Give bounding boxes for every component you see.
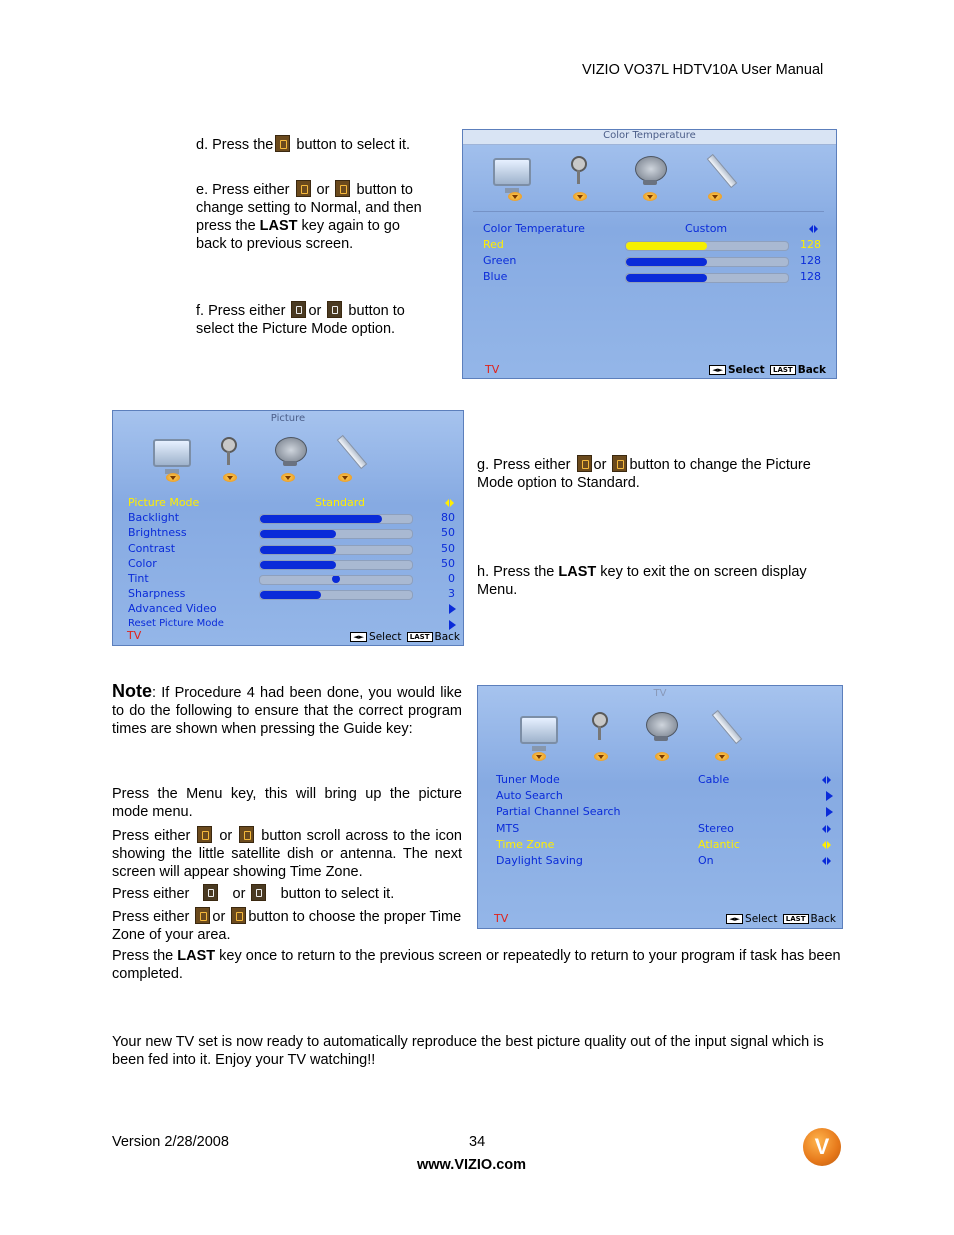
menu-title: Color Temperature [463, 130, 836, 145]
tab-arrow-icon [707, 192, 723, 202]
source-label: TV [494, 912, 509, 925]
note-text: : If Procedure 4 had been done, you would like to do the following to ensure that the correct program times are shown when pressing the Guide key: [112, 685, 462, 737]
level-bar [259, 545, 413, 555]
color-temperature-menu [462, 129, 837, 379]
menu-icon-row [478, 708, 842, 748]
settings-tool-icon [706, 708, 744, 744]
nav-arrows-icon: ◄► [726, 914, 743, 924]
vizio-logo [803, 1128, 841, 1166]
level-fill [260, 515, 382, 523]
step-g-pre: g. Press either [477, 457, 575, 473]
menu-icon-row [463, 152, 836, 192]
level-fill [260, 591, 321, 599]
menu-row[interactable]: Brightness [128, 526, 187, 539]
step-f-post: button to [344, 303, 405, 319]
level-bar [625, 241, 789, 251]
note-label: Note [112, 681, 152, 701]
audio-icon [213, 433, 251, 469]
tv-menu [477, 685, 843, 929]
back-label: Back [810, 913, 836, 925]
tab-arrow-icon [531, 752, 547, 762]
note-block [112, 682, 462, 738]
last-key-icon: LAST [770, 365, 796, 375]
menu-icon-row [113, 433, 463, 473]
level-bar [259, 529, 413, 539]
channel-down-icon [291, 301, 306, 318]
step-d [196, 135, 446, 154]
source-label: TV [485, 363, 500, 376]
note-p4-post: button to choose the proper Time Zone of your area. [112, 909, 462, 943]
step-e-line4: back to previous screen. [196, 236, 354, 252]
channel-up-icon [251, 884, 266, 901]
menu-row[interactable]: Tint [128, 572, 149, 585]
menu-separator [473, 211, 824, 212]
tab-arrow-icon [337, 473, 353, 483]
menu-row[interactable]: Color [128, 557, 157, 570]
level-bar [259, 590, 413, 600]
step-g-or: or [593, 457, 611, 473]
level-fill [260, 561, 336, 569]
satellite-dish-icon [642, 708, 680, 744]
note-p3 [112, 884, 462, 903]
tab-arrow-icon [222, 473, 238, 483]
menu-row[interactable]: Green [483, 254, 517, 267]
menu-value: 128 [800, 270, 821, 283]
menu-row[interactable]: Picture Mode [128, 496, 200, 509]
step-f [196, 301, 451, 338]
level-bar [259, 560, 413, 570]
menu-value: Stereo [698, 822, 734, 835]
website-link[interactable]: www.VIZIO.com [417, 1157, 527, 1173]
menu-value: Custom [685, 222, 728, 235]
right-arrow-icon [449, 620, 455, 630]
step-h-post: key to exit the on screen display [596, 564, 807, 580]
step-f-pre: f. Press either [196, 303, 290, 319]
menu-row[interactable]: Daylight Saving [496, 854, 583, 867]
step-h-pre: h. Press the [477, 564, 559, 580]
note-p2 [112, 826, 462, 881]
menu-row[interactable]: Red [483, 238, 504, 251]
menu-row[interactable]: Auto Search [496, 789, 563, 802]
tab-arrow-icon [714, 752, 730, 762]
left-right-arrow-icon [809, 225, 819, 233]
logo-letter: V [814, 1134, 830, 1159]
satellite-dish-icon [631, 152, 669, 188]
menu-value: 50 [441, 542, 455, 555]
back-label: Back [434, 631, 460, 643]
tab-arrow-icon [654, 752, 670, 762]
menu-row[interactable]: Partial Channel Search [496, 805, 621, 818]
step-g-post: button to change the Picture [629, 457, 811, 473]
note-p2-or: or [214, 828, 238, 844]
menu-row[interactable]: Time Zone [496, 838, 555, 851]
right-button-icon [612, 455, 627, 472]
channel-down-icon [203, 884, 218, 901]
left-right-arrow-icon [822, 857, 832, 865]
menu-value: 80 [441, 511, 455, 524]
right-button-icon [275, 135, 290, 152]
menu-value: 128 [800, 238, 821, 251]
step-f-line2: select the Picture Mode option. [196, 321, 396, 337]
right-arrow-icon [826, 807, 832, 817]
level-fill [260, 530, 336, 538]
step-e-line3-pre: press the [196, 218, 260, 234]
settings-tool-icon [331, 433, 369, 469]
step-e-line3-post: key again to go [297, 218, 400, 234]
left-button-icon [195, 907, 210, 924]
audio-icon [584, 708, 622, 744]
level-fill [626, 242, 707, 250]
step-e-or: or [312, 182, 334, 198]
tv-picture-icon [520, 716, 558, 744]
last-key-text: LAST [259, 218, 298, 234]
menu-value: 50 [441, 557, 455, 570]
note-p3-or: or [228, 886, 250, 902]
menu-row[interactable]: Blue [483, 270, 508, 283]
left-right-arrow-icon [822, 841, 832, 849]
page-number: 34 [469, 1134, 486, 1150]
step-e-line2: change setting to Normal, and then [196, 200, 422, 216]
left-button-icon [577, 455, 592, 472]
step-g [477, 455, 847, 492]
menu-value: Atlantic [698, 838, 740, 851]
step-e-post: button to [352, 182, 413, 198]
right-button-icon [335, 180, 350, 197]
version-label: Version 2/28/2008 [112, 1134, 229, 1150]
picture-menu [112, 410, 464, 646]
level-fill [626, 258, 707, 266]
menu-row[interactable]: Reset Picture Mode [128, 618, 224, 629]
menu-value: Standard [315, 496, 366, 509]
step-f-or: or [308, 303, 326, 319]
last-key-icon: LAST [783, 914, 809, 924]
back-label: Back [797, 364, 826, 376]
level-fill [260, 546, 336, 554]
level-bar [259, 514, 413, 524]
tab-arrow-icon [572, 192, 588, 202]
menu-row[interactable]: Tuner Mode [496, 773, 560, 786]
nav-arrows-icon: ◄► [350, 632, 367, 642]
osd-footer [348, 631, 460, 643]
menu-value: 128 [800, 254, 821, 267]
step-h [477, 563, 847, 599]
menu-row[interactable]: Sharpness [128, 587, 186, 600]
settings-tool-icon [701, 152, 739, 188]
select-label: Select [745, 913, 778, 925]
last-key-text: LAST [177, 948, 216, 964]
note-p4-pre: Press either [112, 909, 194, 925]
nav-arrows-icon: ◄► [709, 365, 726, 375]
last-key-paragraph [112, 947, 842, 983]
tv-picture-icon [493, 158, 531, 186]
osd-footer [724, 913, 836, 925]
step-e-pre: e. Press either [196, 182, 294, 198]
last-key-text: LAST [558, 564, 597, 580]
closing-paragraph: Your new TV set is now ready to automatically reproduce the best picture quality out of the input signal which is been fed into it. Enjoy your TV watching!! [112, 1034, 824, 1068]
note-p4-or: or [212, 909, 230, 925]
osd-footer [707, 364, 826, 376]
manual-header: VIZIO VO37L HDTV10A User Manual [582, 62, 824, 78]
step-d-post: button to select it. [292, 137, 411, 153]
note-p3-post: button to select it. [276, 886, 395, 902]
audio-icon [563, 152, 601, 188]
tab-arrow-icon [165, 473, 181, 483]
last-para-post: key once to return to the previous screen or repeatedly to return to your program if task has been completed. [112, 948, 841, 982]
level-bar [625, 257, 789, 267]
menu-value: 50 [441, 526, 455, 539]
step-d-pre: d. Press the [196, 137, 274, 153]
tv-picture-icon [153, 439, 191, 467]
source-label: TV [127, 629, 142, 642]
tab-arrow-icon [280, 473, 296, 483]
left-right-arrow-icon [822, 825, 832, 833]
step-e [196, 180, 451, 253]
menu-value: 0 [448, 572, 455, 585]
menu-title: TV [653, 688, 667, 699]
right-button-icon [231, 907, 246, 924]
right-arrow-icon [449, 604, 455, 614]
note-p3-pre: Press either [112, 886, 194, 902]
right-arrow-icon [826, 791, 832, 801]
menu-value: Cable [698, 773, 730, 786]
menu-row[interactable]: Contrast [128, 542, 176, 555]
menu-row[interactable]: MTS [496, 822, 520, 835]
tab-arrow-icon [507, 192, 523, 202]
channel-up-icon [327, 301, 342, 318]
select-label: Select [728, 364, 765, 376]
last-key-icon: LAST [407, 632, 433, 642]
left-right-arrow-icon [822, 776, 832, 784]
menu-row[interactable]: Color Temperature [483, 222, 585, 235]
note-p2-post: button scroll across to the icon showing the little satellite dish or antenna. The next screen will appear showing Time Zone. [112, 828, 462, 880]
last-para-pre: Press the [112, 948, 178, 964]
level-bar [625, 273, 789, 283]
note-p2-pre: Press either [112, 828, 196, 844]
step-g-line2: Mode option to Standard. [477, 475, 640, 491]
step-h-line2: Menu. [477, 582, 518, 598]
tab-arrow-icon [593, 752, 609, 762]
menu-value: 3 [448, 587, 455, 600]
level-bar [259, 575, 413, 585]
level-fill [626, 274, 707, 282]
note-p4 [112, 907, 462, 944]
select-label: Select [369, 631, 402, 643]
tab-arrow-icon [642, 192, 658, 202]
left-button-icon [197, 826, 212, 843]
menu-row[interactable]: Advanced Video [128, 602, 217, 615]
left-button-icon [296, 180, 311, 197]
note-p1: Press the Menu key, this will bring up the picture mode menu. [112, 786, 462, 820]
menu-title: Picture [270, 413, 306, 424]
menu-value: On [698, 854, 714, 867]
right-button-icon [239, 826, 254, 843]
satellite-dish-icon [271, 433, 309, 469]
left-right-arrow-icon [445, 499, 455, 507]
menu-row[interactable]: Backlight [128, 511, 180, 524]
tint-marker [332, 575, 340, 583]
